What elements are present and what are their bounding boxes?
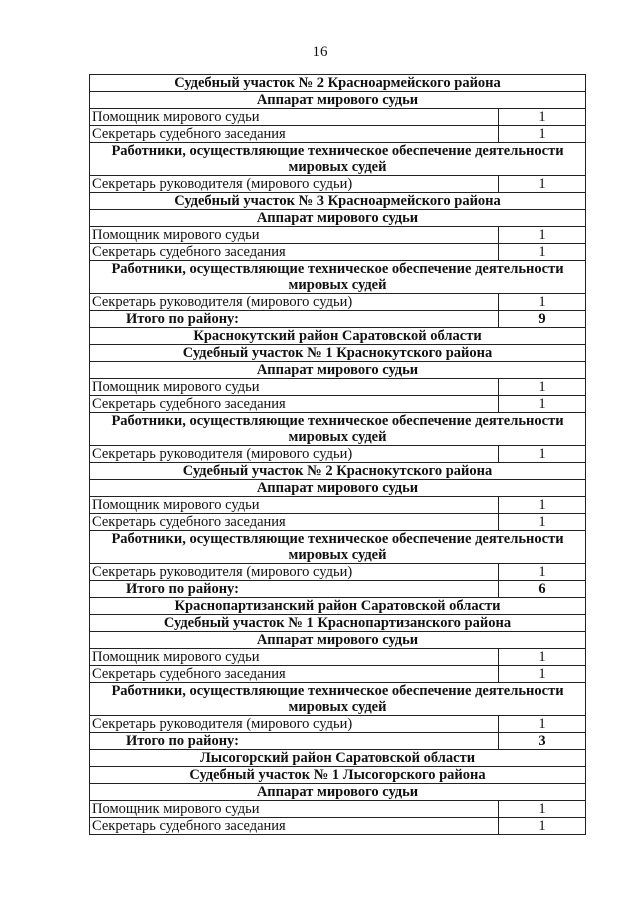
table-row bbox=[90, 564, 586, 581]
table-row bbox=[90, 801, 586, 818]
total-row bbox=[90, 311, 586, 328]
section-header: Судебный участок № 3 Красноармейского района bbox=[90, 193, 586, 210]
section-header-row bbox=[90, 683, 586, 716]
table-row bbox=[90, 379, 586, 396]
total-value: 3 bbox=[499, 733, 586, 750]
position-name: Помощник мирового судьи bbox=[90, 109, 499, 126]
table-row bbox=[90, 818, 586, 835]
staff-table-body bbox=[90, 75, 586, 835]
position-count: 1 bbox=[499, 396, 586, 413]
position-name: Секретарь судебного заседания bbox=[90, 514, 499, 531]
section-header: Аппарат мирового судьи bbox=[90, 362, 586, 379]
position-name: Секретарь руководителя (мирового судьи) bbox=[90, 446, 499, 463]
position-count: 1 bbox=[499, 176, 586, 193]
table-row bbox=[90, 666, 586, 683]
position-count: 1 bbox=[499, 446, 586, 463]
total-label: Итого по району: bbox=[90, 581, 499, 598]
position-name: Секретарь руководителя (мирового судьи) bbox=[90, 294, 499, 311]
position-name: Секретарь руководителя (мирового судьи) bbox=[90, 176, 499, 193]
table-row bbox=[90, 446, 586, 463]
section-header-row bbox=[90, 143, 586, 176]
table-row bbox=[90, 227, 586, 244]
section-header: Аппарат мирового судьи bbox=[90, 92, 586, 109]
table-row bbox=[90, 497, 586, 514]
section-header-row bbox=[90, 92, 586, 109]
position-count: 1 bbox=[499, 126, 586, 143]
total-label: Итого по району: bbox=[90, 311, 499, 328]
position-name: Помощник мирового судьи bbox=[90, 379, 499, 396]
position-count: 1 bbox=[499, 379, 586, 396]
section-header: Работники, осуществляющие техническое обеспечение деятельности мировых судей bbox=[90, 683, 586, 716]
table-row bbox=[90, 176, 586, 193]
section-header: Работники, осуществляющие техническое обеспечение деятельности мировых судей bbox=[90, 531, 586, 564]
position-count: 1 bbox=[499, 227, 586, 244]
position-name: Помощник мирового судьи bbox=[90, 227, 499, 244]
section-header: Лысогорский район Саратовской области bbox=[90, 750, 586, 767]
section-header-row bbox=[90, 784, 586, 801]
position-count: 1 bbox=[499, 818, 586, 835]
position-name: Секретарь судебного заседания bbox=[90, 126, 499, 143]
position-count: 1 bbox=[499, 109, 586, 126]
section-header: Краснокутский район Саратовской области bbox=[90, 328, 586, 345]
section-header: Судебный участок № 1 Лысогорского района bbox=[90, 767, 586, 784]
total-label: Итого по району: bbox=[90, 733, 499, 750]
position-count: 1 bbox=[499, 649, 586, 666]
section-header-row bbox=[90, 767, 586, 784]
total-value: 9 bbox=[499, 311, 586, 328]
position-count: 1 bbox=[499, 497, 586, 514]
section-header-row bbox=[90, 210, 586, 227]
section-header-row bbox=[90, 598, 586, 615]
section-header-row bbox=[90, 362, 586, 379]
section-header-row bbox=[90, 193, 586, 210]
section-header-row bbox=[90, 463, 586, 480]
section-header: Аппарат мирового судьи bbox=[90, 210, 586, 227]
section-header-row bbox=[90, 261, 586, 294]
total-row bbox=[90, 733, 586, 750]
table-row bbox=[90, 396, 586, 413]
position-count: 1 bbox=[499, 666, 586, 683]
section-header: Судебный участок № 1 Краснокутского района bbox=[90, 345, 586, 362]
table-row bbox=[90, 716, 586, 733]
position-count: 1 bbox=[499, 801, 586, 818]
section-header-row bbox=[90, 632, 586, 649]
position-name: Помощник мирового судьи bbox=[90, 801, 499, 818]
section-header: Аппарат мирового судьи bbox=[90, 632, 586, 649]
section-header: Судебный участок № 2 Красноармейского района bbox=[90, 75, 586, 92]
position-name: Секретарь судебного заседания bbox=[90, 396, 499, 413]
position-count: 1 bbox=[499, 244, 586, 261]
position-name: Секретарь руководителя (мирового судьи) bbox=[90, 716, 499, 733]
position-name: Секретарь судебного заседания bbox=[90, 244, 499, 261]
section-header: Работники, осуществляющие техническое обеспечение деятельности мировых судей bbox=[90, 261, 586, 294]
table-row bbox=[90, 294, 586, 311]
section-header: Краснопартизанский район Саратовской области bbox=[90, 598, 586, 615]
section-header-row bbox=[90, 480, 586, 497]
section-header-row bbox=[90, 750, 586, 767]
position-count: 1 bbox=[499, 294, 586, 311]
section-header: Судебный участок № 2 Краснокутского района bbox=[90, 463, 586, 480]
section-header-row bbox=[90, 615, 586, 632]
section-header-row bbox=[90, 328, 586, 345]
section-header: Аппарат мирового судьи bbox=[90, 480, 586, 497]
section-header: Работники, осуществляющие техническое обеспечение деятельности мировых судей bbox=[90, 143, 586, 176]
table-row bbox=[90, 514, 586, 531]
position-name: Секретарь судебного заседания bbox=[90, 666, 499, 683]
section-header-row bbox=[90, 413, 586, 446]
total-row bbox=[90, 581, 586, 598]
table-row bbox=[90, 109, 586, 126]
section-header-row bbox=[90, 75, 586, 92]
total-value: 6 bbox=[499, 581, 586, 598]
section-header-row bbox=[90, 531, 586, 564]
position-count: 1 bbox=[499, 514, 586, 531]
position-count: 1 bbox=[499, 564, 586, 581]
table-row bbox=[90, 244, 586, 261]
position-count: 1 bbox=[499, 716, 586, 733]
table-row bbox=[90, 649, 586, 666]
page-number: 16 bbox=[312, 44, 328, 60]
position-name: Помощник мирового судьи bbox=[90, 497, 499, 514]
section-header: Судебный участок № 1 Краснопартизанского района bbox=[90, 615, 586, 632]
position-name: Помощник мирового судьи bbox=[90, 649, 499, 666]
section-header-row bbox=[90, 345, 586, 362]
table-row bbox=[90, 126, 586, 143]
position-name: Секретарь судебного заседания bbox=[90, 818, 499, 835]
section-header: Работники, осуществляющие техническое обеспечение деятельности мировых судей bbox=[90, 413, 586, 446]
staff-table bbox=[89, 74, 586, 835]
position-name: Секретарь руководителя (мирового судьи) bbox=[90, 564, 499, 581]
section-header: Аппарат мирового судьи bbox=[90, 784, 586, 801]
